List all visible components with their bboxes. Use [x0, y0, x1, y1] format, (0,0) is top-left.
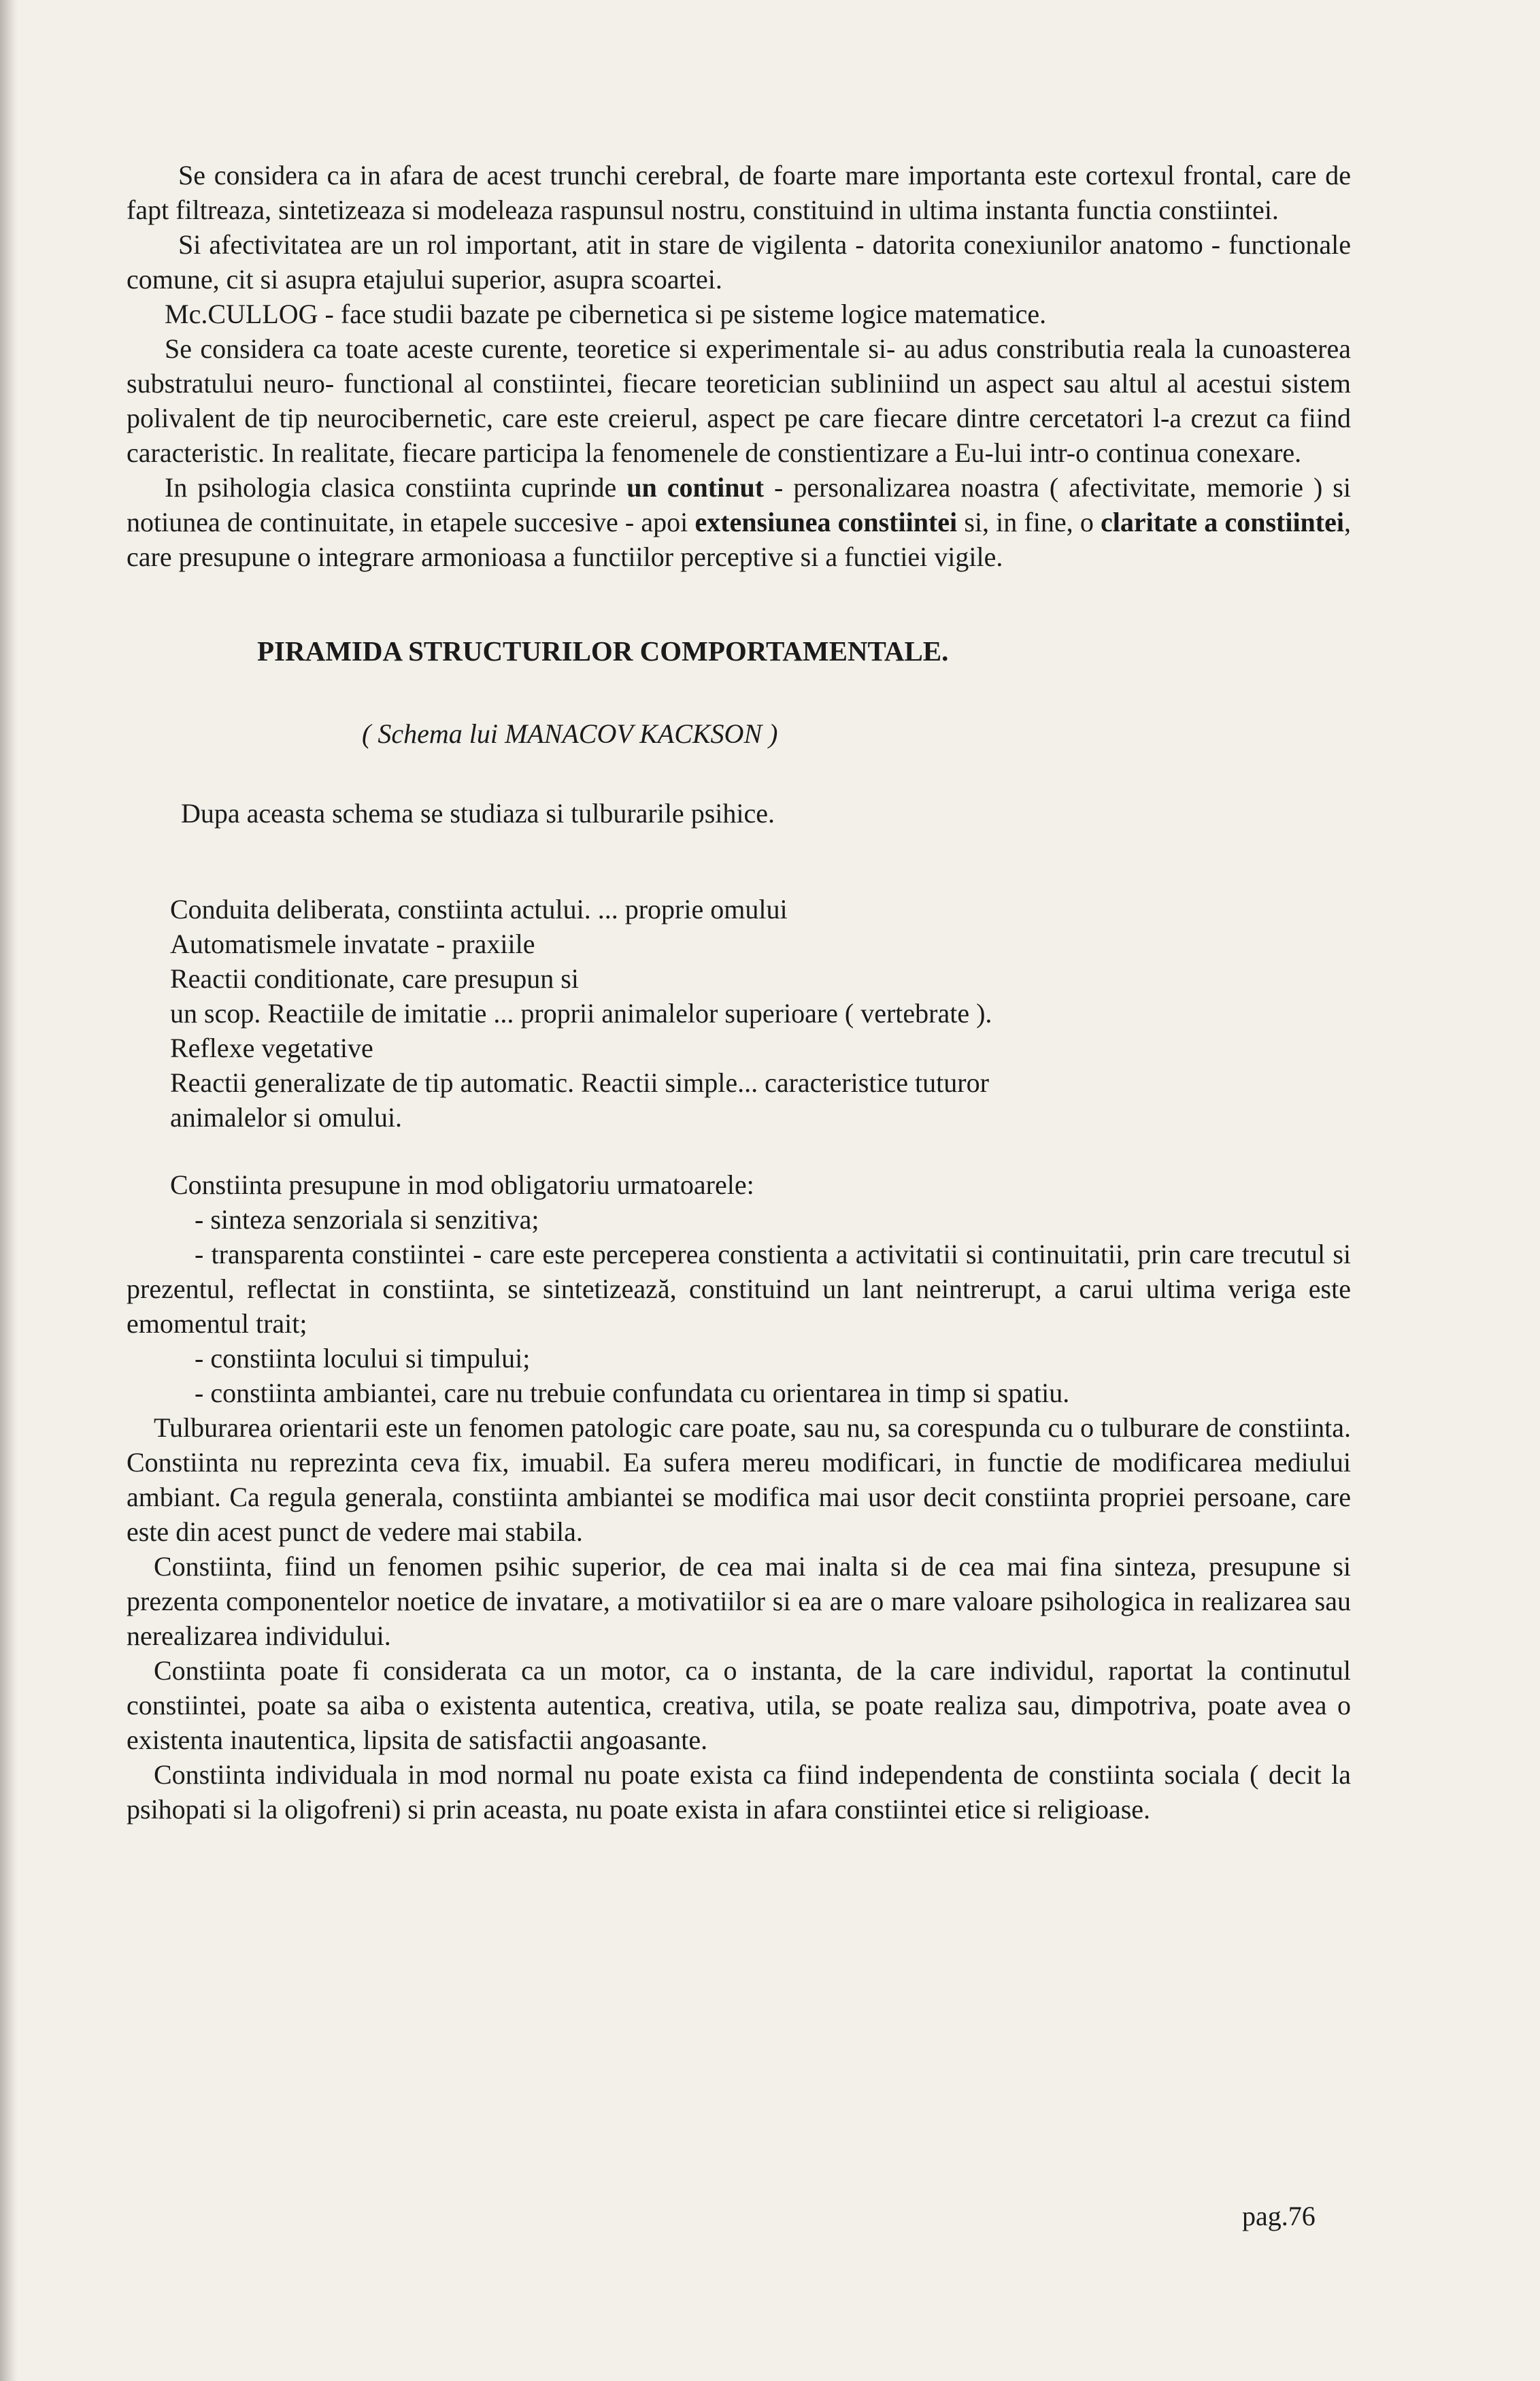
classic-bold-claritate: claritate a constiintei: [1100, 507, 1344, 537]
paragraph-psihologia-clasica: [127, 470, 1351, 574]
paragraph-afectivitate: Si afectivitatea are un rol important, atit in stare de vigilenta - datorita conexiunilor anatomo - functionale comune, cit si asupra etajului superior, asupra scoartei.: [127, 229, 1351, 295]
scheme-line: Automatismele invatate - praxiile: [170, 929, 535, 959]
scheme-line: un scop. Reactiile de imitatie ... proprii animalelor superioare ( vertebrate ).: [170, 998, 992, 1029]
classic-text-4: , care presupune o integrare armonioasa a functiilor perceptive si a functiei vigile.: [127, 507, 1351, 572]
paragraph-cortex: Se considera ca in afara de acest trunchi cerebral, de foarte mare importanta este cortexul frontal, care de fapt filtreaza, sintetizeaza si modeleaza raspunsul nostru, constituind in ultima instanta functia constiintei.: [127, 160, 1351, 225]
paragraph-fenomen-superior: Constiinta, fiind un fenomen psihic superior, de cea mai inalta si de cea mai fina sinteza, presupune si prezenta componentelor noetice de invatare, a motivatiilor si ea are o mare valoare psihologica in realizarea sau nerealizarea individului.: [127, 1551, 1351, 1651]
section-subtitle: ( Schema lui MANACOV KACKSON ): [362, 718, 778, 749]
requirements-list: [127, 1167, 1351, 1410]
scheme-line: animalelor si omului.: [170, 1102, 403, 1133]
list-item: - sinteza senzoriala si senzitiva;: [195, 1204, 539, 1235]
page-body: [127, 158, 1351, 1827]
page-edge-shadow: [0, 0, 18, 2381]
scheme-intro-line: Dupa aceasta schema se studiaza si tulburarile psihice.: [181, 798, 775, 829]
classic-text-1: In psihologia clasica constiinta cuprinde: [165, 472, 627, 503]
scheme-line: Reactii conditionate, care presupun si: [170, 963, 579, 994]
paragraph-motor: Constiinta poate fi considerata ca un motor, ca o instanta, de la care individul, raportat la continutul constiintei, poate sa aiba o existenta autentica, creativa, utila, se poate realiza sau, dimpotriva, poate avea o existenta inautentica, lipsita de satisfactii angoasante.: [127, 1655, 1351, 1755]
scheme-line: Reactii generalizate de tip automatic. Reactii simple... caracteristice tuturor: [170, 1067, 989, 1098]
classic-bold-extensiunea: extensiunea constiintei: [694, 507, 958, 537]
paragraph-cullog: Mc.CULLOG - face studii bazate pe cibernetica si pe sisteme logice matematice.: [165, 299, 1047, 329]
section-heading: PIRAMIDA STRUCTURILOR COMPORTAMENTALE.: [257, 635, 949, 667]
pyramid-scheme: [127, 892, 1351, 1135]
classic-bold-continut: un continut: [626, 472, 765, 503]
list-item: - transparenta constiintei - care este perceperea constienta a activitatii si continuitatii, prin care trecutul si prezentul, reflectat in constiinta, se sintetizează, constituind un lant neintrerupt, a carui ultima veriga este emomentul trait;: [127, 1239, 1351, 1339]
paragraph-individuala: Constiinta individuala in mod normal nu poate exista ca fiind independenta de constiinta sociala ( decit la psihopati si la oligofreni) si prin aceasta, nu poate exista in afara constiintei etice si religioase.: [127, 1759, 1351, 1825]
paragraph-tulburarea: Tulburarea orientarii este un fenomen patologic care poate, sau nu, sa corespunda cu o tulburare de constiinta. Constiinta nu reprezinta ceva fix, imuabil. Ea sufera mereu modificari, in functie de modificarea mediului ambiant. Ca regula generala, constiinta ambiantei se modifica mai usor decit constiinta propriei persoane, care este din acest punct de vedere mai stabila.: [127, 1412, 1351, 1547]
list-item: - constiinta locului si timpului;: [195, 1343, 531, 1373]
requirements-intro: Constiinta presupune in mod obligatoriu urmatoarele:: [170, 1169, 754, 1200]
classic-text-2: - personalizarea noastra ( afectivitate, memorie ) si notiunea de continuitate, in etapele succesive - apoi: [127, 472, 1351, 537]
scheme-line: Reflexe vegetative: [170, 1033, 373, 1063]
page-number: pag.76: [1242, 2201, 1316, 2231]
classic-text-3: si, in fine, o: [957, 507, 1101, 537]
paragraph-curente: Se considera ca toate aceste curente, teoretice si experimentale si- au adus constributia reala la cunoasterea substratului neuro- functional al constiintei, fiecare teoretician subliniind un aspect sau altul al acestui sistem polivalent de tip neurocibernetic, care este creierul, aspect pe care fiecare dintre cercetatori l-a crezut ca fiind caracteristic. In realitate, fiecare participa la fenomenele de constientizare a Eu-lui intr-o continua conexare.: [127, 333, 1351, 468]
list-item: - constiinta ambiantei, care nu trebuie confundata cu orientarea in timp si spatiu.: [195, 1378, 1070, 1408]
scheme-line: Conduita deliberata, constiinta actului. ... proprie omului: [170, 894, 788, 925]
